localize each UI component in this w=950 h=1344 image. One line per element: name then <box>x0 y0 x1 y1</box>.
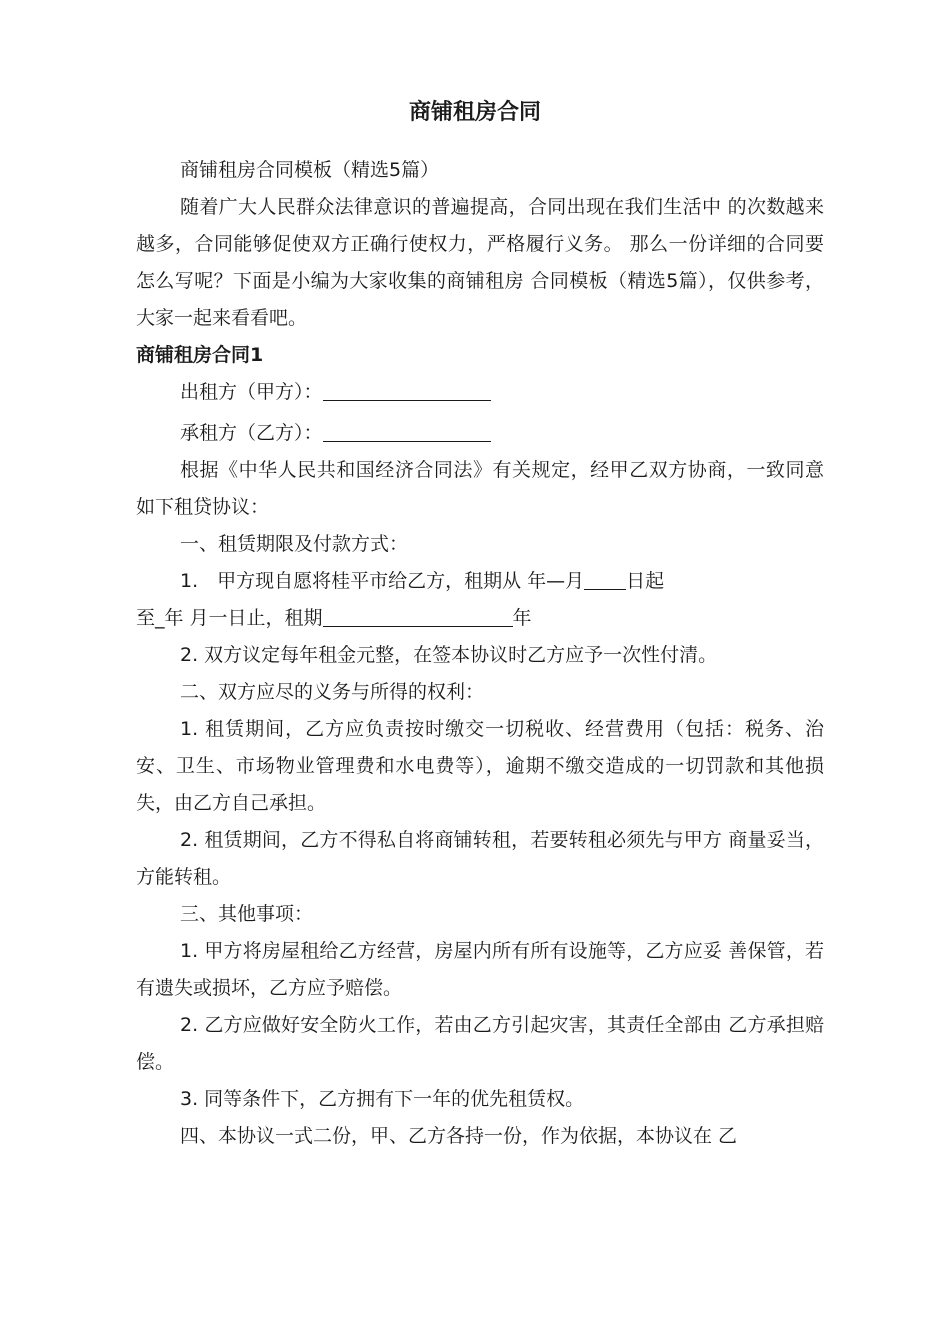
basis-paragraph: 根据《中华人民共和国经济合同法》有关规定，经甲乙双方协商，一致同意如下租贷协议： <box>136 459 824 518</box>
clause1-item1-text-d: 年 <box>512 607 532 629</box>
clause2-item2: 2. 租赁期间，乙方不得私自将商铺转租，若要转租必须先与甲方 商量妥当，方能转租。 <box>136 829 824 888</box>
document-body <box>136 152 824 1155</box>
section-heading: 商铺租房合同1 <box>136 344 264 366</box>
clause1-item2: 2. 双方议定每年租金元整，在签本协议时乙方应予一次性付清。 <box>180 644 718 666</box>
document-title: 商铺租房合同 <box>408 100 541 125</box>
clause2-heading: 二、双方应尽的义务与所得的权利： <box>180 681 485 703</box>
lessor-line <box>136 374 824 411</box>
lessor-blank <box>323 380 491 401</box>
lessee-blank <box>323 421 491 442</box>
clause3-item1: 1. 甲方将房屋租给乙方经营，房屋内所有所有设施等，乙方应妥 善保管，若有遗失或损坏，乙方应予赔偿。 <box>136 940 824 999</box>
clause1-item1-text-b: 日起 <box>626 570 665 592</box>
clause1-item1-text-c: 至_年 月一日止，租期 <box>136 607 323 629</box>
day-blank <box>584 569 626 590</box>
clause3-heading: 三、其他事项： <box>180 903 314 925</box>
lessee-label: 承租方（乙方）： <box>180 422 323 444</box>
lessor-label: 出租方（甲方）： <box>180 381 323 403</box>
lessee-line <box>136 415 824 452</box>
clause3-item2: 2. 乙方应做好安全防火工作，若由乙方引起灾害，其责任全部由 乙方承担赔偿。 <box>136 1014 824 1073</box>
intro-paragraph: 随着广大人民群众法律意识的普遍提高，合同出现在我们生活中 的次数越来越多，合同能够促使双方正确行使权力，严格履行义务。 那么一份详细的合同要怎么写呢？下面是小编为大家收集的商铺租房 合同模板（精选5篇），仅供参考，大家一起来看看吧。 <box>136 196 824 329</box>
clause1-heading: 一、租赁期限及付款方式： <box>180 533 409 555</box>
clause1-item1-text-a: 1. 甲方现自愿将桂平市给乙方，租期从 年—月 <box>180 570 585 592</box>
subtitle: 商铺租房合同模板（精选5篇） <box>180 159 440 181</box>
term-blank <box>323 606 513 627</box>
clause1-item1-line1 <box>136 563 824 600</box>
clause3-item3: 3. 同等条件下，乙方拥有下一年的优先租赁权。 <box>180 1088 585 1110</box>
clause4: 四、本协议一式二份，甲、乙方各持一份，作为依据，本协议在 乙 <box>180 1125 738 1147</box>
clause1-item1-line2 <box>136 600 824 637</box>
clause2-item1: 1. 租赁期间，乙方应负责按时缴交一切税收、经营费用（包括：税务、治安、卫生、市场物业管理费和水电费等），逾期不缴交造成的一切罚款和其他损失，由乙方自己承担。 <box>136 718 824 814</box>
